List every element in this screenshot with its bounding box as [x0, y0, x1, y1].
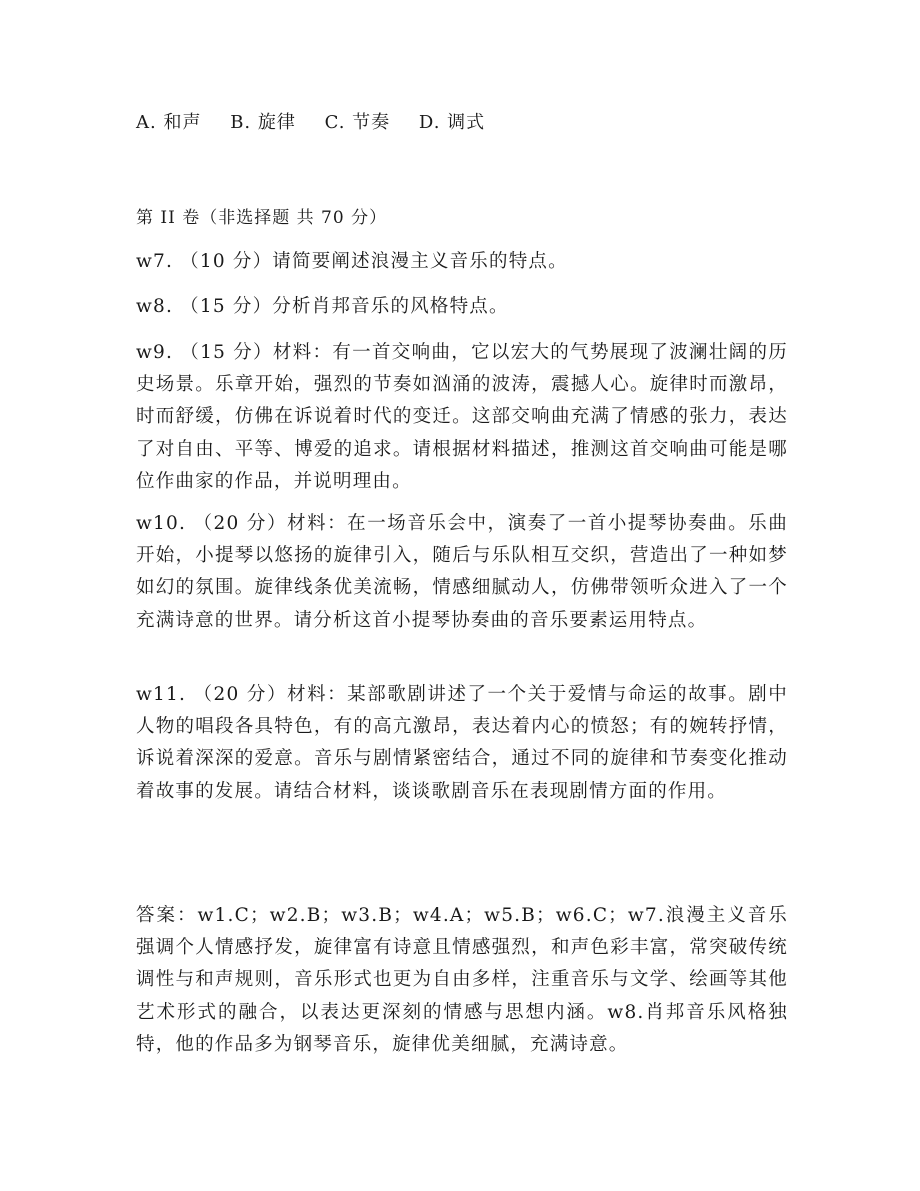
- answer-key: 答案：w1.C；w2.B；w3.B；w4.A；w5.B；w6.C；w7.浪漫主义音乐强调个人情感抒发，旋律富有诗意且情感强烈，和声色彩丰富，常突破传统调性与和声规则，音乐形式也更为自由多样，注重音乐与文学、绘画等其他艺术形式的融合，以表达更深刻的情感与思想内涵。w8.肖邦音乐风格独特，他的作品多为钢琴音乐，旋律优美细腻，充满诗意。: [136, 905, 788, 1055]
- section-title: 第 II 卷（非选择题 共 70 分）: [136, 208, 388, 228]
- question-w8: w8. （15 分）分析肖邦音乐的风格特点。: [136, 296, 509, 317]
- option-d: D. 调式: [418, 112, 486, 133]
- option-a: A. 和声: [136, 112, 202, 133]
- answer-options: [136, 108, 485, 134]
- question-w11: w11. （20 分）材料：某部歌剧讲述了一个关于爱情与命运的故事。剧中人物的唱段各具特色，有的高亢激昂，表达着内心的愤怒；有的婉转抒情，诉说着深深的爱意。音乐与剧情紧密结合，通过不同的旋律和节奏变化推动着故事的发展。请结合材料，谈谈歌剧音乐在表现剧情方面的作用。: [136, 684, 788, 802]
- question-w9: w9. （15 分）材料：有一首交响曲，它以宏大的气势展现了波澜壮阔的历史场景。乐章开始，强烈的节奏如汹涌的波涛，震撼人心。旋律时而激昂，时而舒缓，仿佛在诉说着时代的变迁。这部交响曲充满了情感的张力，表达了对自由、平等、博爱的追求。请根据材料描述，推测这首交响曲可能是哪位作曲家的作品，并说明理由。: [136, 342, 788, 492]
- option-c: C. 节奏: [324, 112, 391, 133]
- option-b: B. 旋律: [230, 112, 296, 133]
- question-w10: w10. （20 分）材料：在一场音乐会中，演奏了一首小提琴协奏曲。乐曲开始，小提琴以悠扬的旋律引入，随后与乐队相互交织，营造出了一种如梦如幻的氛围。旋律线条优美流畅，情感细腻动人，仿佛带领听众进入了一个充满诗意的世界。请分析这首小提琴协奏曲的音乐要素运用特点。: [136, 513, 788, 631]
- question-w7: w7. （10 分）请简要阐述浪漫主义音乐的特点。: [136, 251, 568, 272]
